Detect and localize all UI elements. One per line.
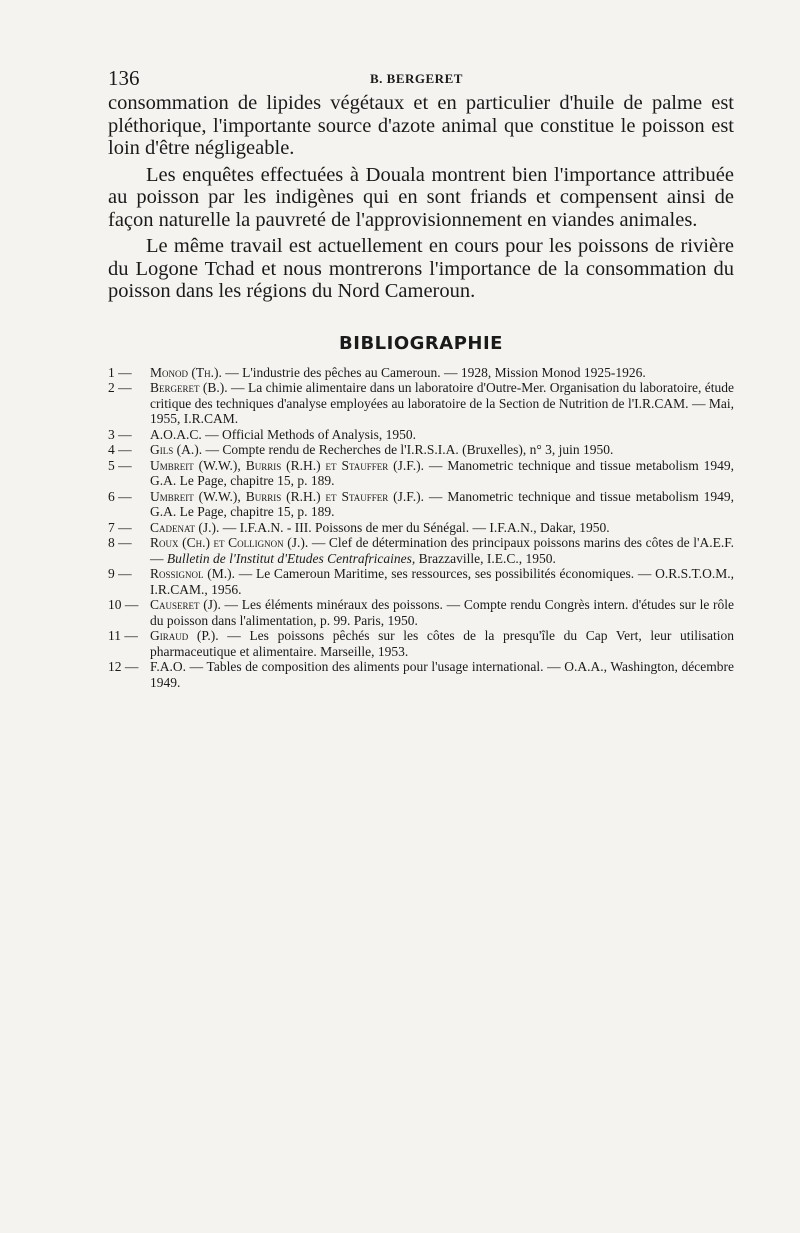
reference-text: — La chimie alimentaire dans un laboratoire d'Outre-Mer. Organisation du laboratoire, étude critique des techniques d'analyse employées au laboratoire de la Section de Nutrition de l'I.R.CAM. — Mai, 1955, I.R.CAM. xyxy=(150,380,735,426)
reference-number: 7 — xyxy=(108,519,132,535)
reference-authors: Causeret (J). xyxy=(150,597,221,612)
reference-text: — Les poissons pêchés sur les côtes de la presqu'île du Cap Vert, leur utilisation pharmaceutique et alimentaire. Marseille, 1953. xyxy=(150,628,734,659)
reference-journal: Bulletin de l'Institut d'Etudes Centrafricaines, xyxy=(166,550,416,566)
reference-number: 4 — xyxy=(108,442,132,457)
reference-item xyxy=(108,597,734,628)
reference-item xyxy=(108,628,734,659)
reference-item xyxy=(108,535,734,566)
reference-item xyxy=(108,380,734,427)
reference-authors: Rossignol (M.). xyxy=(150,566,235,581)
running-author: B. BERGERET xyxy=(370,71,463,86)
bibliography-list xyxy=(108,365,734,691)
reference-item xyxy=(108,659,734,690)
reference-text: — L'industrie des pêches au Cameroun. — 1928, Mission Monod 1925-1926. xyxy=(221,364,646,380)
reference-number: 12 — xyxy=(108,659,139,674)
reference-tail: Brazzaville, I.E.C., 1950. xyxy=(415,550,556,566)
reference-text: — I.F.A.N. - III. Poissons de mer du Sénégal. — I.F.A.N., Dakar, 1950. xyxy=(219,519,610,535)
reference-item xyxy=(108,520,734,536)
reference-text: — Manometric technique and tissue metabolism 1949, G.A. Le Page, chapitre 15, p. 189. xyxy=(150,488,734,519)
bibliography-title: BIBLIOGRAPHIE xyxy=(339,332,503,354)
reference-authors: Roux (Ch.) et Collignon (J.). xyxy=(150,535,309,550)
reference-number: 6 — xyxy=(108,488,132,504)
reference-item xyxy=(108,442,734,458)
reference-number: 11 — xyxy=(108,628,138,643)
reference-number: 10 — xyxy=(108,597,139,612)
paragraph: Le même travail est actuellement en cours pour les poissons de rivière du Logone Tchad et nous montrerons l'importance de la consommation du poisson dans les régions du Nord Cameroun. xyxy=(108,235,734,302)
reference-text: — Manometric technique and tissue metabolism 1949, G.A. Le Page, chapitre 15, p. 189. xyxy=(150,457,734,488)
running-head xyxy=(108,66,734,92)
reference-number: 2 — xyxy=(108,380,132,395)
body-text xyxy=(108,92,734,303)
paragraph: Les enquêtes effectuées à Douala montrent bien l'importance attribuée au poisson par les indigènes qui en sont friands et compensent ainsi de façon naturelle la pauvreté de l'approvisionnement en viandes animales. xyxy=(108,163,734,231)
reference-text: — Le Cameroun Maritime, ses ressources, ses possibilités économiques. — O.R.S.T.O.M., I.R.CAM., 1956. xyxy=(150,566,734,597)
reference-item xyxy=(108,365,734,381)
reference-number: 3 — xyxy=(108,426,132,442)
reference-text: — Compte rendu de Recherches de l'I.R.S.I.A. (Bruxelles), n° 3, juin 1950. xyxy=(202,442,614,457)
reference-text: — Clef de détermination des principaux poissons marins des côtes de l'A.E.F. — xyxy=(150,535,734,566)
reference-item xyxy=(108,489,734,520)
reference-text: — Les éléments minéraux des poissons. — Compte rendu Congrès intern. d'études sur le rôle du poisson dans l'alimentation, p. 99. Paris, 1950. xyxy=(150,597,735,628)
reference-authors: Umbreit (W.W.), Burris (R.H.) et Stauffer (J.F.). xyxy=(150,488,424,504)
reference-authors: Monod (Th.). xyxy=(150,364,222,380)
reference-text: A.O.A.C. — Official Methods of Analysis, 1950. xyxy=(150,426,416,442)
reference-item xyxy=(108,458,734,489)
reference-number: 1 — xyxy=(108,364,132,380)
reference-number: 9 — xyxy=(108,566,132,581)
reference-authors: Bergeret (B.). xyxy=(150,380,228,395)
reference-authors: Umbreit (W.W.), Burris (R.H.) et Stauffer (J.F.). xyxy=(150,457,424,473)
reference-number: 8 — xyxy=(108,535,132,550)
page-number: 136 xyxy=(108,66,140,90)
reference-number: 5 — xyxy=(108,457,132,473)
reference-item xyxy=(108,566,734,597)
reference-text: F.A.O. — Tables de composition des aliments pour l'usage international. — O.A.A., Washington, décembre 1949. xyxy=(150,659,734,690)
reference-item xyxy=(108,427,734,443)
reference-authors: Giraud (P.). xyxy=(150,628,219,643)
page xyxy=(108,66,734,690)
paragraph: consommation de lipides végétaux et en particulier d'huile de palme est pléthorique, l'importante source d'azote animal que constitue le poisson est loin d'être négligeable. xyxy=(108,92,734,159)
reference-authors: Cadenat (J.). xyxy=(150,519,220,535)
reference-authors: Gils (A.). xyxy=(150,442,203,457)
